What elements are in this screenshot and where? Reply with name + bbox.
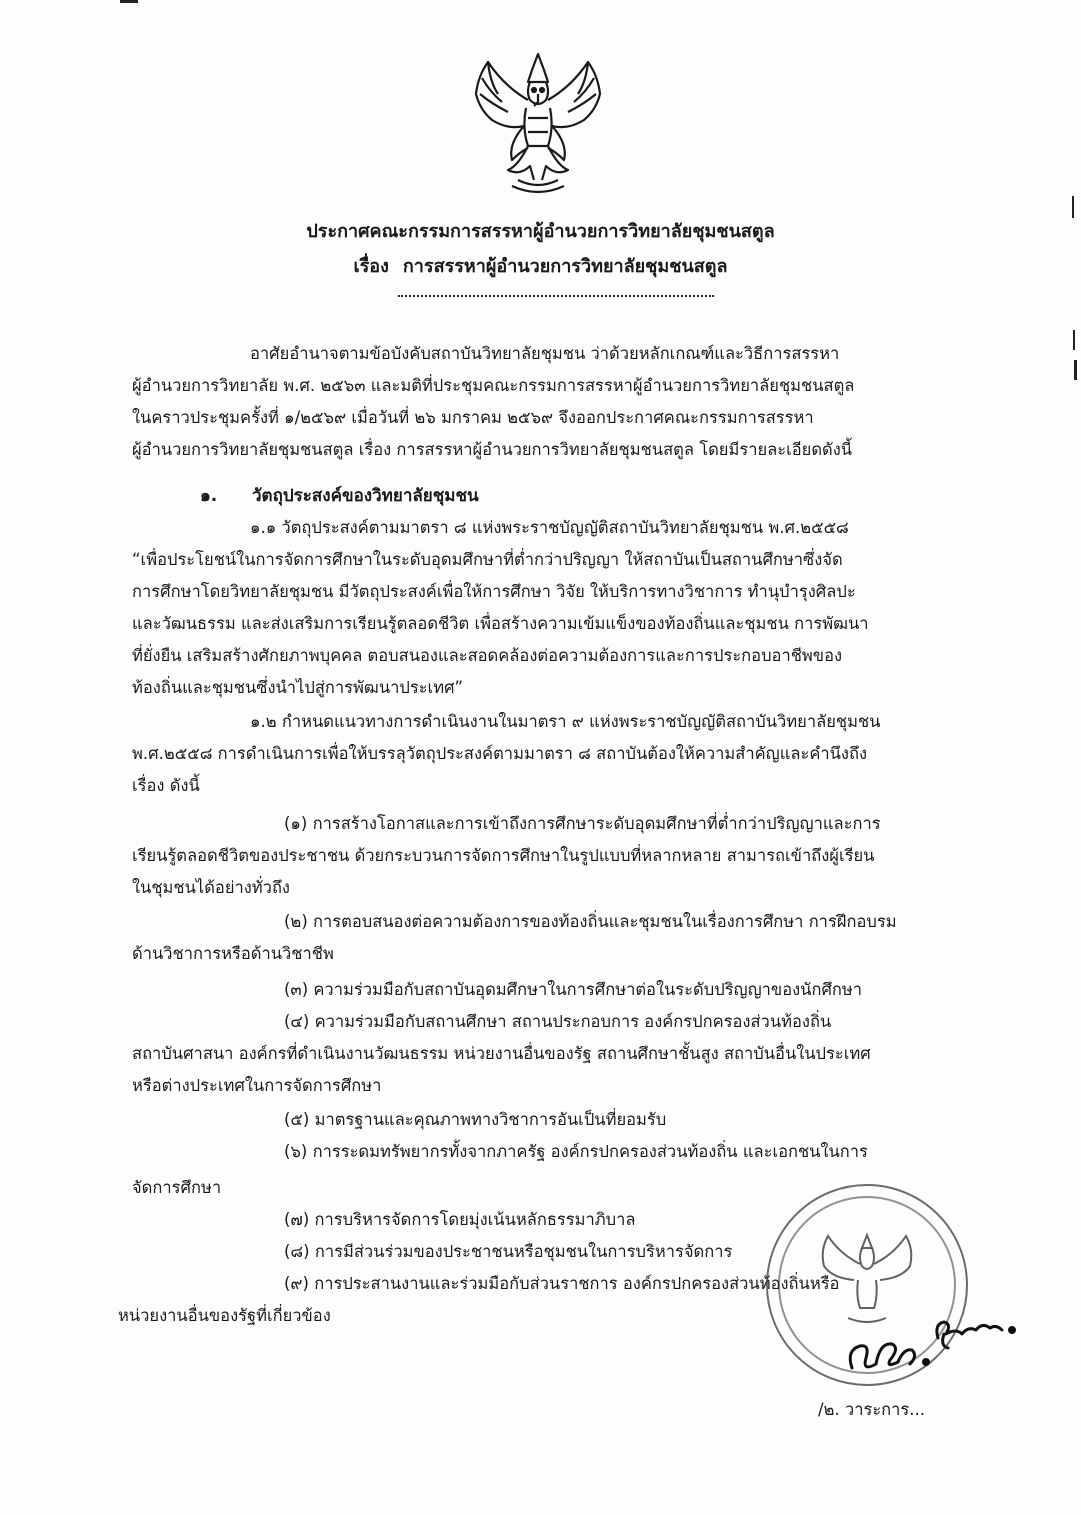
text-line: (๑) การสร้างโอกาสและการเข้าถึงการศึกษาระดับอุดมศึกษาที่ต่ำกว่าปริญญาและการ [284,814,881,833]
text-line: หน่วยงานอื่นของรัฐที่เกี่ยวข้อง [118,1306,331,1325]
text-line: จัดการศึกษา [132,1178,222,1197]
text-line: หรือต่างประเทศในการจัดการศึกษา [132,1076,382,1095]
text-line: ๑.๑ วัตถุประสงค์ตามมาตรา ๘ แห่งพระราชบัญญัติสถาบันวิทยาลัยชุมชน พ.ศ.๒๕๕๘ [250,518,849,537]
subject-label: เรื่อง [353,256,389,277]
text-line: “เพื่อประโยชน์ในการจัดการศึกษาในระดับอุดมศึกษาที่ต่ำกว่าปริญญา ให้สถาบันเป็นสถานศึกษาซึ่งจัด [132,550,843,569]
text-line: (๙) การประสานงานและร่วมมือกับส่วนราชการ องค์กรปกครองส่วนท้องถิ่นหรือ [284,1274,840,1293]
clause-1-1 [132,512,932,704]
text-line: และวัฒนธรรม และส่งเสริมการเรียนรู้ตลอดชีวิต เพื่อสร้างความเข้มแข็งของท้องถิ่นและชุมชน การพัฒนา [132,614,869,633]
section-title: วัตถุประสงค์ของวิทยาลัยชุมชน [252,486,479,506]
text-line: พ.ศ.๒๕๕๘ การดำเนินการเพื่อให้บรรลุวัตถุประสงค์ตามมาตรา ๘ สถาบันต้องให้ความสำคัญและคำนึงถึง [132,744,868,763]
item-1 [132,808,932,904]
text-line: (๒) การตอบสนองต่อความต้องการของท้องถิ่นและชุมชนในเรื่องการศึกษา การฝึกอบรม [284,912,897,931]
text-line: อาศัยอำนาจตามข้อบังคับสถาบันวิทยาลัยชุมชน ว่าด้วยหลักเกณฑ์และวิธีการสรรหา [250,344,840,363]
text-line: (๔) ความร่วมมือกับสถานศึกษา สถานประกอบการ องค์กรปกครองส่วนท้องถิ่น [284,1012,832,1031]
text-line: (๗) การบริหารจัดการโดยมุ่งเน้นหลักธรรมาภิบาล [284,1210,636,1229]
item-6 [132,1136,932,1168]
scan-edge-mark [1074,360,1077,380]
text-line: (๖) การระดมทรัพยากรทั้งจากภาครัฐ องค์กรปกครองส่วนท้องถิ่น และเอกชนในการ [284,1142,868,1161]
scan-edge-mark [1073,330,1075,350]
item-2 [132,906,932,970]
text-line: สถาบันศาสนา องค์กรที่ดำเนินงานวัฒนธรรม หน่วยงานอื่นของรัฐ สถานศึกษาชั้นสูง สถาบันอื่นในประเทศ [132,1044,871,1063]
section-number: ๑. [200,486,218,506]
section-heading [200,480,479,512]
text-line: ผู้อำนวยการวิทยาลัย พ.ศ. ๒๕๖๓ และมติที่ประชุมคณะกรรมการสรรหาผู้อำนวยการวิทยาลัยชุมชนสตูล [132,376,855,395]
text-line: ท้องถิ่นและชุมชนซึ่งนำไปสู่การพัฒนาประเทศ” [132,678,464,697]
text-line: เรื่อง ดังนี้ [132,776,200,795]
item-4 [132,1006,932,1102]
next-page-marker: /๒. วาระการ... [818,1400,926,1419]
announcement-title: ประกาศคณะกรรมการสรรหาผู้อำนวยการวิทยาลัยชุมชนสตูล [306,221,775,242]
scan-edge-mark [1072,196,1074,218]
dotted-separator [398,285,714,297]
text-line: ๑.๒ กำหนดแนวทางการดำเนินงานในมาตรา ๙ แห่งพระราชบัญญัติสถาบันวิทยาลัยชุมชน [250,712,881,731]
text-line: ในคราวประชุมครั้งที่ ๑/๒๕๖๙ เมื่อวันที่ ๒๖ มกราคม ๒๕๖๙ จึงออกประกาศคณะกรรมการสรรหา [132,408,814,427]
text-line: การศึกษาโดยวิทยาลัยชุมชน มีวัตถุประสงค์เพื่อให้การศึกษา วิจัย ให้บริการทางวิชาการ ทำนุบำรุงศิลปะ [132,582,856,601]
subject-text: การสรรหาผู้อำนวยการวิทยาลัยชุมชนสตูล [402,256,728,277]
text-line: ในชุมชนได้อย่างทั่วถึง [132,878,290,897]
text-line: (๘) การมีส่วนร่วมของประชาชนหรือชุมชนในการบริหารจัดการ [284,1242,733,1261]
text-line: เรียนรู้ตลอดชีวิตของประชาชน ด้วยกระบวนการจัดการศึกษาในรูปแบบที่หลากหลาย สามารถเข้าถึงผู้เรียน [132,846,875,865]
text-line: (๕) มาตรฐานและคุณภาพทางวิชาการอันเป็นที่ยอมรับ [284,1110,667,1129]
item-3 [132,974,932,1006]
scan-edge-mark [120,0,138,3]
text-line: ที่ยั่งยืน เสริมสร้างศักยภาพบุคคล ตอบสนองและสอดคล้องต่อความต้องการและการประกอบอาชีพของ [132,646,843,665]
item-5 [132,1104,932,1136]
text-line: (๓) ความร่วมมือกับสถาบันอุดมศึกษาในการศึกษาต่อในระดับปริญญาของนักศึกษา [284,980,863,999]
clause-1-2 [132,706,932,802]
intro-paragraph [132,338,932,466]
garuda-emblem-icon [468,48,608,198]
text-line: ผู้อำนวยการวิทยาลัยชุมชนสตูล เรื่อง การสรรหาผู้อำนวยการวิทยาลัยชุมชนสตูล โดยมีรายละเอียดดังนี้ [132,440,853,459]
announcement-subject [0,253,1081,281]
text-line: ด้านวิชาการหรือด้านวิชาชีพ [132,944,334,963]
handwritten-signature-icon [840,1298,1030,1388]
